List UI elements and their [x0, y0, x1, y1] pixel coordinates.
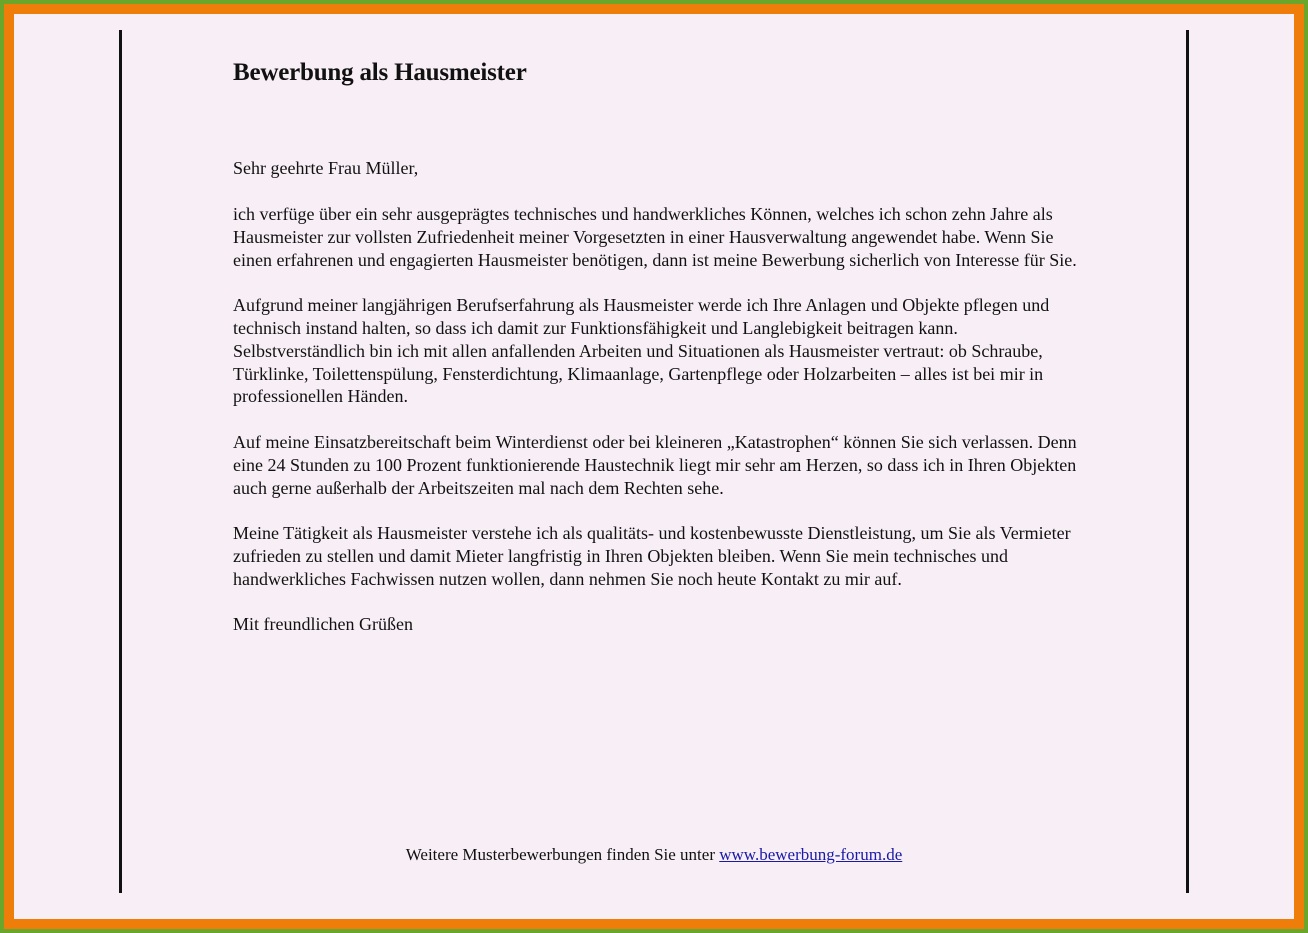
letter-document — [233, 56, 1083, 635]
letter-salutation: Sehr geehrte Frau Müller, — [233, 158, 419, 178]
right-margin-rule — [1186, 30, 1189, 893]
letter-paragraph: Aufgrund meiner langjährigen Berufserfahrung als Hausmeister werde ich Ihre Anlagen und Objekte pflegen und technisch instand halten, so dass ich damit zur Funktionsfähigkeit und Langlebigkeit beitragen kann. Selbstverständlich bin ich mit allen anfallenden Arbeiten und Situationen als Hausmeister vertraut: ob Schraube, Türklinke, Toilettenspülung, Fensterdichtung, Klimaanlage, Gartenpflege oder Holzarbeiten – alles ist bei mir in professionellen Händen. — [233, 295, 1050, 407]
letter-title: Bewerbung als Hausmeister — [233, 59, 527, 86]
letter-paragraph: Meine Tätigkeit als Hausmeister verstehe ich als qualitäts- und kostenbewusste Dienstleistung, um Sie als Vermieter zufrieden zu stellen und damit Mieter langfristig in Ihren Objekten bleiben. Wenn Sie mein technisches und handwerkliches Fachwissen nutzen wollen, dann nehmen Sie noch heute Kontakt zu mir auf. — [233, 523, 1071, 589]
letter-closing: Mit freundlichen Grüßen — [233, 614, 413, 635]
letter-paragraph: ich verfüge über ein sehr ausgeprägtes technisches und handwerkliches Können, welches ich schon zehn Jahre als Hausmeister zur vollsten Zufriedenheit meiner Vorgesetzten in einer Hausverwaltung angewendet habe. Wenn Sie einen erfahrenen und engagierten Hausmeister benötigen, dann ist meine Bewerbung sicherlich von Interesse für Sie. — [233, 204, 1077, 270]
footer-text: Weitere Musterbewerbungen finden Sie unter — [405, 845, 720, 864]
footer-note — [0, 844, 1308, 866]
letter-body — [233, 203, 1083, 636]
left-margin-rule — [119, 30, 122, 893]
footer-link[interactable]: www.bewerbung-forum.de — [719, 845, 903, 864]
letter-paragraph: Auf meine Einsatzbereitschaft beim Winterdienst oder bei kleineren „Katastrophen“ können Sie sich verlassen. Denn eine 24 Stunden zu 100 Prozent funktionierende Haustechnik liegt mir sehr am Herzen, so dass ich in Ihren Objekten auch gerne außerhalb der Arbeitszeiten mal nach dem Rechten sehe. — [233, 431, 1077, 498]
